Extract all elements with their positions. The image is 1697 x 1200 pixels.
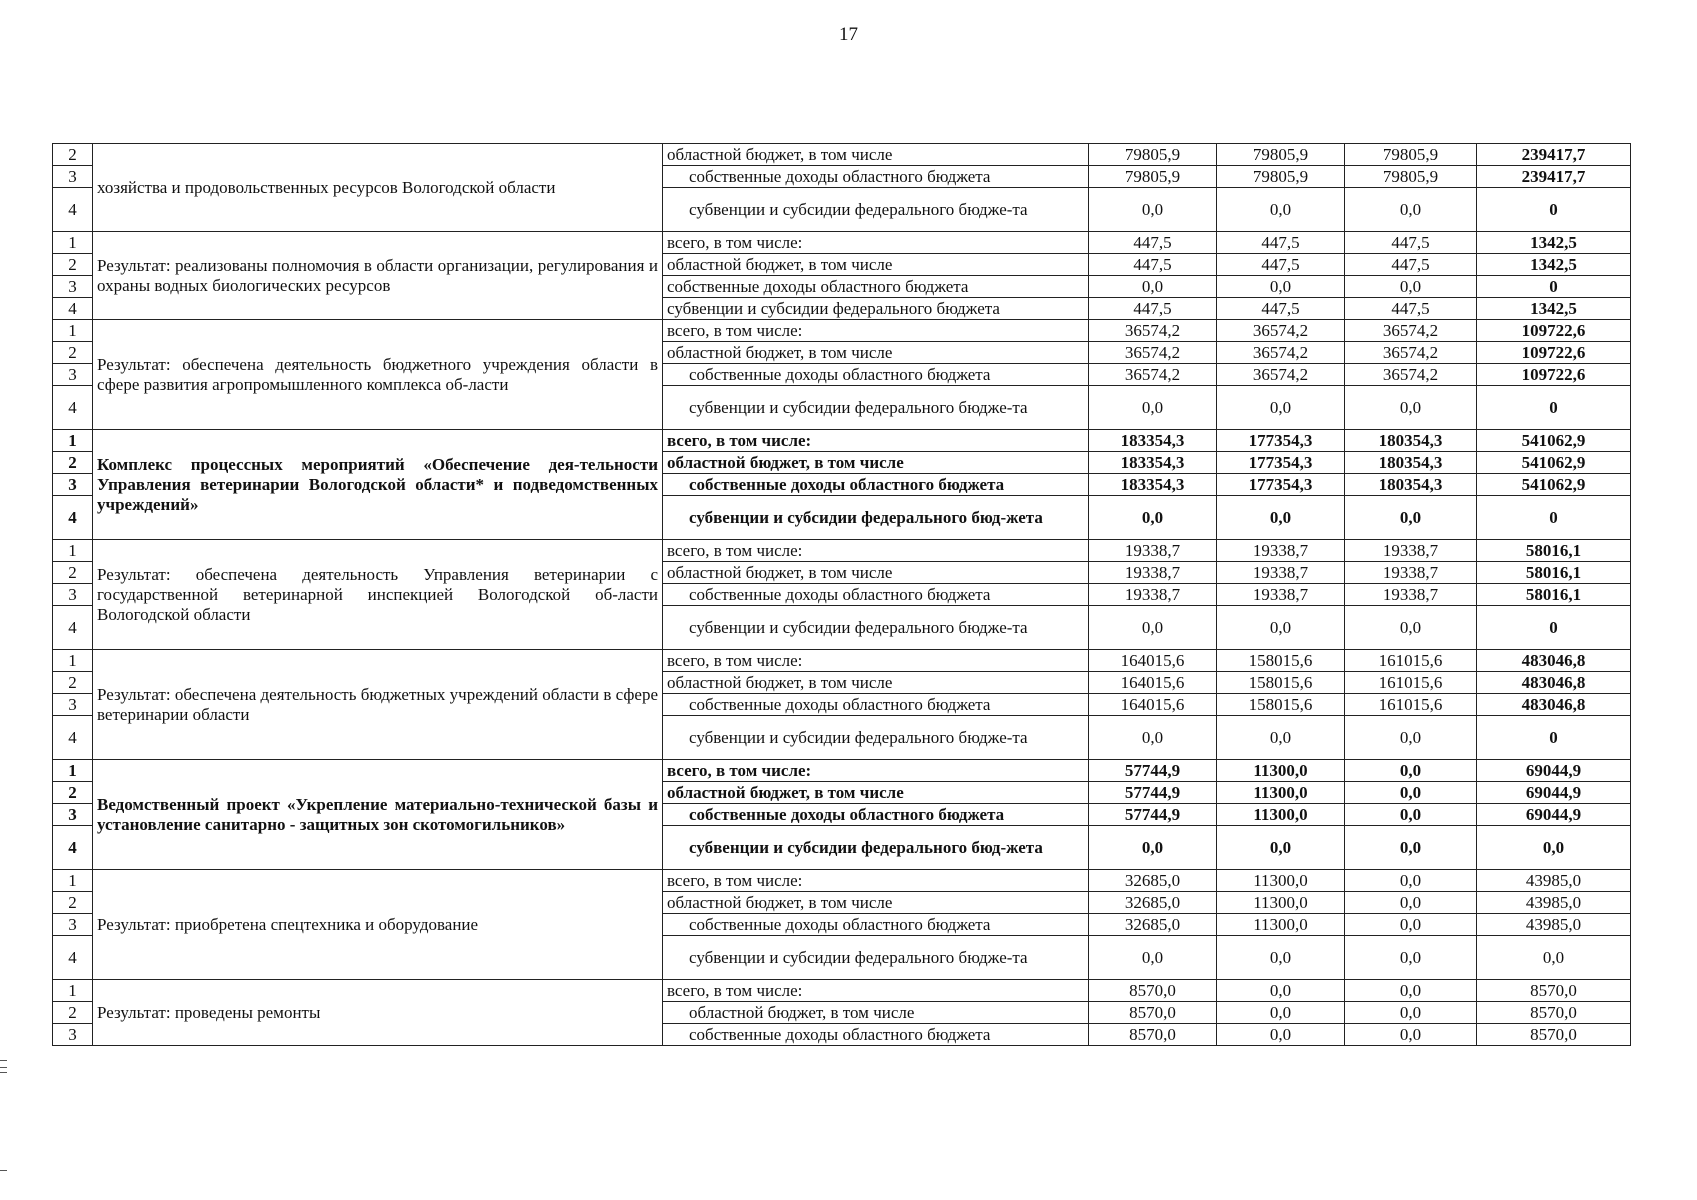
funding-source: всего, в том числе: [663,430,1089,452]
value-total: 0 [1477,496,1631,540]
value-total: 109722,6 [1477,320,1631,342]
table-row [53,760,1631,782]
value-total: 0 [1477,386,1631,430]
value-year-1: 19338,7 [1089,562,1217,584]
value-year-2: 0,0 [1217,1002,1345,1024]
value-year-3: 447,5 [1345,232,1477,254]
value-year-2: 0,0 [1217,826,1345,870]
value-year-3: 0,0 [1345,914,1477,936]
value-year-2: 158015,6 [1217,672,1345,694]
value-year-2: 0,0 [1217,496,1345,540]
value-year-2: 11300,0 [1217,892,1345,914]
table-row [53,232,1631,254]
value-year-3: 36574,2 [1345,320,1477,342]
value-year-2: 0,0 [1217,1024,1345,1046]
value-year-1: 19338,7 [1089,584,1217,606]
funding-source: всего, в том числе: [663,320,1089,342]
row-number: 1 [53,870,93,892]
value-total: 239417,7 [1477,144,1631,166]
value-year-3: 0,0 [1345,716,1477,760]
value-year-3: 19338,7 [1345,584,1477,606]
value-year-3: 0,0 [1345,496,1477,540]
value-year-2: 36574,2 [1217,342,1345,364]
value-year-2: 19338,7 [1217,540,1345,562]
value-year-2: 0,0 [1217,716,1345,760]
value-total: 483046,8 [1477,650,1631,672]
value-year-1: 447,5 [1089,254,1217,276]
row-number: 1 [53,430,93,452]
value-year-1: 19338,7 [1089,540,1217,562]
row-number: 4 [53,716,93,760]
funding-source: областной бюджет, в том числе [663,782,1089,804]
value-year-2: 19338,7 [1217,562,1345,584]
row-number: 4 [53,386,93,430]
value-year-3: 447,5 [1345,298,1477,320]
funding-source: собственные доходы областного бюджета [663,1024,1089,1046]
funding-source: всего, в том числе: [663,980,1089,1002]
funding-source: субвенции и субсидии федерального бюд-жета [663,496,1089,540]
value-total: 0 [1477,716,1631,760]
value-year-2: 79805,9 [1217,166,1345,188]
value-year-1: 32685,0 [1089,870,1217,892]
value-total: 1342,5 [1477,232,1631,254]
row-number: 3 [53,914,93,936]
row-number: 2 [53,1002,93,1024]
value-year-1: 183354,3 [1089,430,1217,452]
row-description: Результат: обеспечена деятельность бюджетных учреждений области в сфере ветеринарии области [93,650,663,760]
value-year-1: 183354,3 [1089,452,1217,474]
value-year-1: 0,0 [1089,936,1217,980]
funding-source: всего, в том числе: [663,650,1089,672]
row-description: Ведомственный проект «Укрепление материально-технической базы и установление санитарно - защитных зон скотомогильников» [93,760,663,870]
value-year-3: 19338,7 [1345,562,1477,584]
funding-source: собственные доходы областного бюджета [663,914,1089,936]
table-row [53,650,1631,672]
row-number: 3 [53,474,93,496]
value-year-2: 0,0 [1217,606,1345,650]
row-number: 2 [53,782,93,804]
table-row [53,320,1631,342]
value-year-2: 0,0 [1217,276,1345,298]
row-description: Результат: проведены ремонты [93,980,663,1046]
value-total: 0,0 [1477,936,1631,980]
row-number: 1 [53,320,93,342]
funding-source: областной бюджет, в том числе [663,672,1089,694]
value-total: 483046,8 [1477,694,1631,716]
value-year-1: 57744,9 [1089,760,1217,782]
row-number: 3 [53,1024,93,1046]
funding-source: субвенции и субсидии федерального бюд-жета [663,826,1089,870]
row-number: 4 [53,298,93,320]
value-year-2: 36574,2 [1217,320,1345,342]
funding-source: всего, в том числе: [663,760,1089,782]
row-description: Результат: реализованы полномочия в области организации, регулирования и охраны водных биологических ресурсов [93,232,663,320]
margin-mark [0,1170,7,1171]
value-total: 239417,7 [1477,166,1631,188]
value-year-2: 11300,0 [1217,804,1345,826]
margin-mark [0,1060,7,1068]
value-total: 0 [1477,606,1631,650]
value-year-1: 164015,6 [1089,694,1217,716]
value-year-3: 0,0 [1345,892,1477,914]
row-number: 2 [53,892,93,914]
value-year-2: 177354,3 [1217,474,1345,496]
value-year-3: 0,0 [1345,760,1477,782]
row-number: 2 [53,254,93,276]
row-description: Результат: обеспечена деятельность бюджетного учреждения области в сфере развития агропромышленного комплекса об-ласти [93,320,663,430]
row-number: 1 [53,760,93,782]
table-row [53,430,1631,452]
value-year-1: 8570,0 [1089,1024,1217,1046]
value-total: 0,0 [1477,826,1631,870]
value-total: 1342,5 [1477,254,1631,276]
value-total: 0 [1477,276,1631,298]
value-year-3: 0,0 [1345,188,1477,232]
value-year-2: 36574,2 [1217,364,1345,386]
value-year-2: 447,5 [1217,232,1345,254]
value-year-1: 164015,6 [1089,672,1217,694]
row-number: 3 [53,166,93,188]
row-number: 3 [53,804,93,826]
value-year-1: 183354,3 [1089,474,1217,496]
value-total: 58016,1 [1477,584,1631,606]
value-total: 69044,9 [1477,804,1631,826]
value-year-3: 0,0 [1345,276,1477,298]
value-year-3: 0,0 [1345,980,1477,1002]
page-number: 17 [839,24,858,45]
value-year-1: 0,0 [1089,826,1217,870]
value-year-3: 180354,3 [1345,452,1477,474]
row-number: 4 [53,188,93,232]
value-year-2: 158015,6 [1217,694,1345,716]
value-year-3: 0,0 [1345,606,1477,650]
value-total: 58016,1 [1477,562,1631,584]
value-year-3: 0,0 [1345,936,1477,980]
row-number: 2 [53,562,93,584]
value-total: 8570,0 [1477,1024,1631,1046]
value-year-2: 177354,3 [1217,430,1345,452]
value-year-3: 0,0 [1345,1024,1477,1046]
row-number: 4 [53,826,93,870]
row-number: 1 [53,232,93,254]
row-number: 3 [53,276,93,298]
value-total: 43985,0 [1477,892,1631,914]
funding-source: субвенции и субсидии федерального бюдже-та [663,936,1089,980]
row-number: 3 [53,694,93,716]
row-number: 2 [53,672,93,694]
value-total: 1342,5 [1477,298,1631,320]
row-number: 1 [53,980,93,1002]
value-year-1: 36574,2 [1089,364,1217,386]
funding-source: собственные доходы областного бюджета [663,166,1089,188]
value-year-1: 32685,0 [1089,892,1217,914]
row-description: хозяйства и продовольственных ресурсов Вологодской области [93,144,663,232]
value-year-2: 11300,0 [1217,782,1345,804]
value-year-1: 447,5 [1089,298,1217,320]
value-year-3: 161015,6 [1345,694,1477,716]
value-year-2: 79805,9 [1217,144,1345,166]
value-total: 109722,6 [1477,364,1631,386]
value-year-3: 447,5 [1345,254,1477,276]
row-number: 4 [53,936,93,980]
value-total: 69044,9 [1477,760,1631,782]
budget-table-body [53,144,1631,1046]
funding-source: всего, в том числе: [663,870,1089,892]
funding-source: областной бюджет, в том числе [663,342,1089,364]
value-total: 541062,9 [1477,430,1631,452]
value-year-2: 0,0 [1217,936,1345,980]
value-year-1: 0,0 [1089,188,1217,232]
funding-source: собственные доходы областного бюджета [663,276,1089,298]
value-year-2: 11300,0 [1217,760,1345,782]
value-year-2: 447,5 [1217,298,1345,320]
row-description: Комплекс процессных мероприятий «Обеспечение дея-тельности Управления ветеринарии Вологодской области* и подведомственных учреждений» [93,430,663,540]
funding-source: субвенции и субсидии федерального бюджета [663,298,1089,320]
value-total: 8570,0 [1477,1002,1631,1024]
value-year-1: 32685,0 [1089,914,1217,936]
row-number: 1 [53,540,93,562]
funding-source: собственные доходы областного бюджета [663,474,1089,496]
value-year-3: 0,0 [1345,826,1477,870]
value-total: 0 [1477,188,1631,232]
value-total: 8570,0 [1477,980,1631,1002]
margin-mark [0,1072,7,1073]
value-year-3: 0,0 [1345,870,1477,892]
value-year-2: 158015,6 [1217,650,1345,672]
value-year-2: 177354,3 [1217,452,1345,474]
value-year-1: 0,0 [1089,386,1217,430]
value-year-1: 57744,9 [1089,782,1217,804]
row-number: 4 [53,606,93,650]
value-year-2: 447,5 [1217,254,1345,276]
funding-source: субвенции и субсидии федерального бюдже-та [663,716,1089,760]
row-description: Результат: обеспечена деятельность Управления ветеринарии с государственной ветеринарной инспекцией Вологодской об-ласти Вологодской области [93,540,663,650]
value-year-3: 161015,6 [1345,650,1477,672]
value-year-3: 0,0 [1345,804,1477,826]
value-year-1: 79805,9 [1089,166,1217,188]
value-total: 43985,0 [1477,914,1631,936]
table-row [53,980,1631,1002]
value-year-3: 0,0 [1345,782,1477,804]
value-year-1: 8570,0 [1089,980,1217,1002]
value-total: 109722,6 [1477,342,1631,364]
value-year-1: 0,0 [1089,716,1217,760]
funding-source: субвенции и субсидии федерального бюдже-та [663,188,1089,232]
row-description: Результат: приобретена спецтехника и оборудование [93,870,663,980]
value-year-1: 8570,0 [1089,1002,1217,1024]
row-number: 2 [53,342,93,364]
value-year-3: 0,0 [1345,1002,1477,1024]
value-year-2: 11300,0 [1217,914,1345,936]
value-total: 43985,0 [1477,870,1631,892]
funding-source: областной бюджет, в том числе [663,452,1089,474]
row-number: 1 [53,650,93,672]
row-number: 2 [53,452,93,474]
funding-source: собственные доходы областного бюджета [663,694,1089,716]
funding-source: областной бюджет, в том числе [663,254,1089,276]
value-year-1: 447,5 [1089,232,1217,254]
value-year-1: 36574,2 [1089,342,1217,364]
value-year-3: 36574,2 [1345,364,1477,386]
value-year-3: 161015,6 [1345,672,1477,694]
value-year-2: 0,0 [1217,386,1345,430]
value-total: 69044,9 [1477,782,1631,804]
funding-source: областной бюджет, в том числе [663,892,1089,914]
funding-source: областной бюджет, в том числе [663,562,1089,584]
funding-source: областной бюджет, в том числе [663,144,1089,166]
value-year-3: 180354,3 [1345,430,1477,452]
value-year-2: 0,0 [1217,980,1345,1002]
funding-source: субвенции и субсидии федерального бюдже-та [663,386,1089,430]
value-year-3: 79805,9 [1345,166,1477,188]
funding-source: областной бюджет, в том числе [663,1002,1089,1024]
value-year-1: 57744,9 [1089,804,1217,826]
value-year-1: 0,0 [1089,276,1217,298]
funding-source: собственные доходы областного бюджета [663,364,1089,386]
funding-source: собственные доходы областного бюджета [663,584,1089,606]
row-number: 4 [53,496,93,540]
value-year-2: 19338,7 [1217,584,1345,606]
value-total: 541062,9 [1477,474,1631,496]
value-year-1: 0,0 [1089,496,1217,540]
table-row [53,144,1631,166]
value-year-3: 36574,2 [1345,342,1477,364]
row-number: 2 [53,144,93,166]
value-year-3: 180354,3 [1345,474,1477,496]
funding-source: субвенции и субсидии федерального бюдже-та [663,606,1089,650]
value-year-1: 79805,9 [1089,144,1217,166]
budget-table [52,143,1631,1046]
row-number: 3 [53,364,93,386]
value-year-3: 79805,9 [1345,144,1477,166]
value-year-3: 0,0 [1345,386,1477,430]
table-row [53,870,1631,892]
value-total: 58016,1 [1477,540,1631,562]
value-year-1: 36574,2 [1089,320,1217,342]
value-total: 541062,9 [1477,452,1631,474]
value-total: 483046,8 [1477,672,1631,694]
value-year-3: 19338,7 [1345,540,1477,562]
value-year-2: 11300,0 [1217,870,1345,892]
funding-source: собственные доходы областного бюджета [663,804,1089,826]
funding-source: всего, в том числе: [663,232,1089,254]
row-number: 3 [53,584,93,606]
value-year-2: 0,0 [1217,188,1345,232]
value-year-1: 164015,6 [1089,650,1217,672]
funding-source: всего, в том числе: [663,540,1089,562]
table-row [53,540,1631,562]
value-year-1: 0,0 [1089,606,1217,650]
